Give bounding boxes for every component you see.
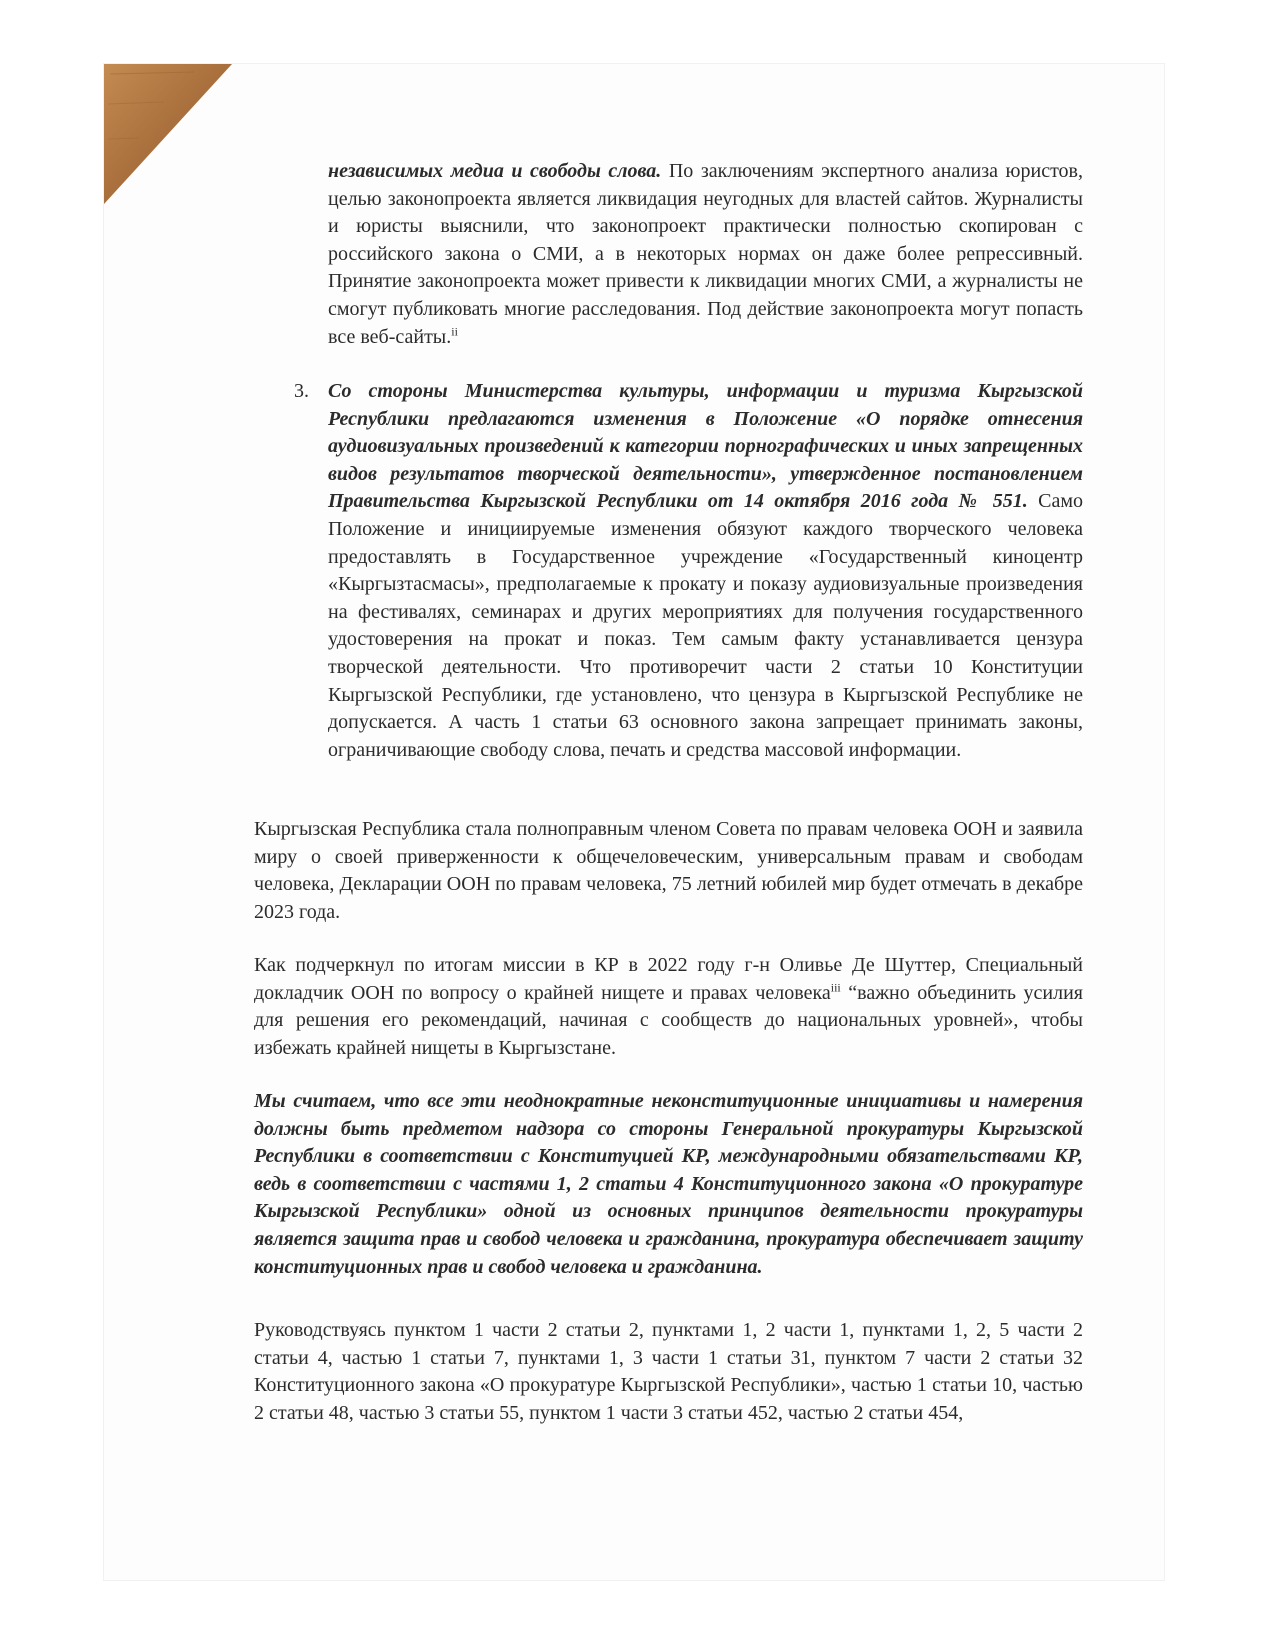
paragraph-legal-basis: [254, 1317, 1083, 1427]
paragraph-media-freedom: [328, 158, 1083, 351]
paragraph-special-rapporteur: [254, 952, 1083, 1062]
list-item-number: 3.: [294, 380, 309, 402]
list-item-lead-emphasis: Со стороны Министерства культуры, информации и туризма Кыргызской Республики предлагаются изменения в Положение «О порядке отнесения аудиовизуальных произведений к категории порнографических и иных запрещенных видов результатов творческой деятельности», утвержденное постановлением Правительства Кыргызской Республики от 14 октября 2016 года № 551.: [328, 380, 1083, 513]
paragraph-text: Руководствуясь пунктом 1 части 2 статьи 2, пунктами 1, 2 части 1, пунктами 1, 2, 5 части 2 статьи 4, частью 1 статьи 7, пунктами 1, 3 части 1 статьи 31, пунктом 7 части 2 статьи 32 Конституционного закона «О прокуратуре Кыргызской Республики», частью 1 статьи 10, частью 2 статьи 48, частью 3 статьи 55, пунктом 1 части 3 статьи 452, частью 2 статьи 454,: [254, 1319, 1083, 1424]
paragraph-un-council: [254, 816, 1083, 926]
paragraph-body: По заключениям экспертного анализа юристов, целью законопроекта является ликвидация неугодных для властей сайтов. Журналисты и юристы выяснили, что законопроект практически полностью скопирован с российского закона о СМИ, а в некоторых нормах он даже более репрессивный. Принятие законопроекта может привести к ликвидации многих СМИ, а журналисты не смогут публиковать многие расследования. Под действие законопроекта могут попасть все веб-сайты.: [328, 160, 1083, 348]
footnote-marker: ii: [451, 323, 458, 338]
paragraph-lead-emphasis: независимых медиа и свободы слова.: [328, 160, 662, 182]
paragraph-text: Кыргызская Республика стала полноправным членом Совета по правам человека ООН и заявила миру о своей приверженности к общечеловеческим, универсальным правам и свободам человека, Декларации ООН по правам человека, 75 летний юбилей мир будет отмечать в декабре 2023 года.: [254, 818, 1083, 923]
paragraph-emphasis-text: Мы считаем, что все эти неоднократные неконституционные инициативы и намерения должны быть предметом надзора со стороны Генеральной прокуратуры Кыргызской Республики в соответствии с Конституцией КР, международными обязательствами КР, ведь в соответствии с частями 1, 2 статьи 4 Конституционного закона «О прокуратуре Кыргызской Республики» одной из основных принципов деятельности прокуратуры является защита прав и свобод человека и гражданина, прокуратура обеспечивает защиту конституционных прав и свобод человека и гражданина.: [254, 1090, 1083, 1278]
paragraph-text-after-footnote: “важно объединить усилия для решения его рекомендаций, начиная с сообществ до национальных уровней», чтобы избежать крайней нищеты в Кыргызстане.: [254, 981, 1083, 1059]
list-item-ministry-culture: [328, 378, 1083, 764]
paragraph-text-before-footnote: Как подчеркнул по итогам миссии в КР в 2022 году г-н Оливье Де Шуттер, Специальный докладчик ООН по вопросу о крайней нищете и правах человека: [254, 954, 1083, 1004]
footnote-marker: iii: [830, 979, 841, 994]
paragraph-prosecutor-oversight: [254, 1088, 1083, 1281]
list-item-body: Само Положение и инициируемые изменения обязуют каждого творческого человека предоставлять в Государственное учреждение «Государственный киноцентр «Кыргызтасмасы», предполагаемые к прокату и показу аудиовизуальные произведения на фестивалях, семинарах и других мероприятиях для получения государственного удостоверения на прокат и показ. Тем самым факту устанавливается цензура творческой деятельности. Что противоречит части 2 статьи 10 Конституции Кыргызской Республики, где установлено, что цензура в Кыргызской Республике не допускается. А часть 1 статьи 63 основного закона запрещает принимать законы, ограничивающие свободу слова, печать и средства массовой информации.: [328, 490, 1084, 761]
